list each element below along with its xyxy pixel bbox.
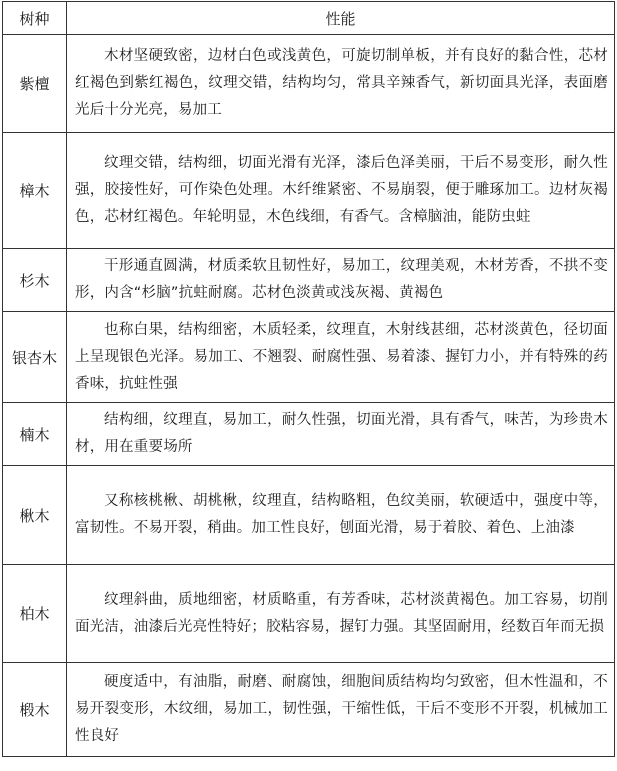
properties-cell: 又称核桃楸、胡桃楸，纹理直，结构略粗，色纹美丽，软硬适中，强度中等，富韧性。不易开裂，稍曲。加工性良好，刨面光滑，易于着胶、着色、上油漆: [67, 466, 615, 565]
table-row: [3, 466, 615, 565]
table-row: [3, 565, 615, 663]
table-row: [3, 403, 615, 466]
species-cell: 椴木: [3, 663, 67, 757]
species-cell: 楸木: [3, 466, 67, 565]
species-cell: 柏木: [3, 565, 67, 663]
properties-cell: 木材坚硬致密，边材白色或浅黄色，可旋切制单板，并有良好的黏合性，芯材红褐色到紫红褐色，纹理交错，结构均匀，常具辛辣香气，新切面具光泽，表面磨光后十分光亮，易加工: [67, 35, 615, 133]
species-cell: 樟木: [3, 133, 67, 249]
species-cell: 银杏木: [3, 312, 67, 403]
properties-cell: 纹理斜曲，质地细密，材质略重，有芳香味，芯材淡黄褐色。加工容易，切削面光洁，油漆后光亮性特好；胶粘容易，握钉力强。其坚固耐用，经数百年而无损: [67, 565, 615, 663]
table-header: [3, 2, 615, 35]
properties-cell: 干形通直圆满，材质柔软且韧性好，易加工，纹理美观，木材芳香，不拱不变形，内含“杉脑”抗蛀耐腐。芯材色淡黄或浅灰褐、黄褐色: [67, 249, 615, 312]
properties-cell: 纹理交错，结构细，切面光滑有光泽，漆后色泽美丽，干后不易变形，耐久性强，胶接性好，可作染色处理。木纤维紧密、不易崩裂，便于雕琢加工。边材灰褐色，芯材红褐色。年轮明显，木色线细，有香气。含樟脑油，能防虫蛀: [67, 133, 615, 249]
header-species: 树种: [3, 2, 67, 35]
table-row: [3, 35, 615, 133]
properties-cell: 结构细，纹理直，易加工，耐久性强，切面光滑，具有香气，味苦，为珍贵木材，用在重要场所: [67, 403, 615, 466]
properties-cell: 硬度适中，有油脂，耐磨、耐腐蚀，细胞间质结构均匀致密，但木性温和，不易开裂变形，木纹细，易加工，韧性强，干缩性低，干后不变形不开裂，机械加工性良好: [67, 663, 615, 757]
table-body: [3, 35, 615, 757]
wood-properties-table: [2, 1, 615, 757]
header-properties: 性能: [67, 2, 615, 35]
table-row: [3, 312, 615, 403]
header-row: [3, 2, 615, 35]
table-row: [3, 249, 615, 312]
species-cell: 楠木: [3, 403, 67, 466]
species-cell: 杉木: [3, 249, 67, 312]
table-row: [3, 663, 615, 757]
table-row: [3, 133, 615, 249]
species-cell: 紫檀: [3, 35, 67, 133]
properties-cell: 也称白果，结构细密，木质轻柔，纹理直，木射线甚细，芯材淡黄色，径切面上呈现银色光泽。易加工、不翘裂、耐腐性强、易着漆、握钉力小，并有特殊的药香味，抗蛀性强: [67, 312, 615, 403]
